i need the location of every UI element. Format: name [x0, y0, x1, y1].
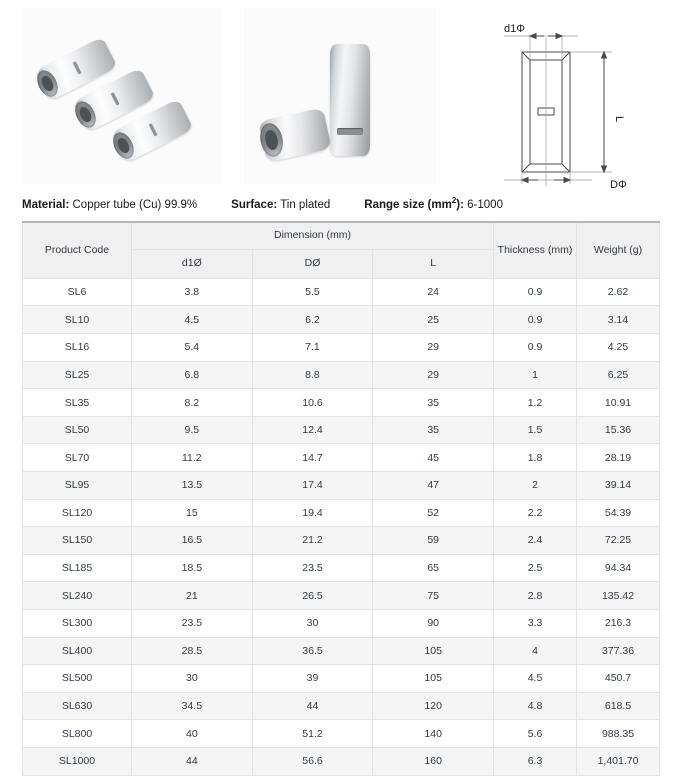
cell-d1: 3.8 — [132, 278, 253, 306]
cell-d1: 28.5 — [132, 637, 253, 665]
cell-weight: 15.36 — [577, 416, 660, 444]
cell-l: 90 — [373, 609, 494, 637]
cell-thickness: 1.2 — [494, 389, 577, 417]
cell-thickness: 3.3 — [494, 609, 577, 637]
table-row — [23, 637, 660, 665]
cell-d: 10.6 — [252, 389, 373, 417]
cell-product-code: SL150 — [23, 527, 132, 555]
cell-weight: 3.14 — [577, 306, 660, 334]
spec-summary-line — [0, 192, 682, 221]
cell-thickness: 2.2 — [494, 499, 577, 527]
cell-d1: 21 — [132, 582, 253, 610]
cell-d: 21.2 — [252, 527, 373, 555]
cell-d: 8.8 — [252, 361, 373, 389]
cell-thickness: 0.9 — [494, 334, 577, 362]
column-header-l: L — [373, 249, 494, 278]
cell-l: 52 — [373, 499, 494, 527]
cell-weight: 39.14 — [577, 471, 660, 499]
cell-d: 23.5 — [252, 554, 373, 582]
technical-drawing — [460, 8, 670, 188]
cell-weight: 10.91 — [577, 389, 660, 417]
cell-product-code: SL10 — [23, 306, 132, 334]
cell-weight: 4.25 — [577, 334, 660, 362]
cell-thickness: 1.5 — [494, 416, 577, 444]
cell-l: 29 — [373, 361, 494, 389]
cell-product-code: SL120 — [23, 499, 132, 527]
cell-d: 14.7 — [252, 444, 373, 472]
connector-bore — [109, 129, 138, 162]
cell-weight: 6.25 — [577, 361, 660, 389]
column-header-thickness: Thickness (mm) — [494, 222, 577, 279]
table-header — [23, 222, 660, 279]
product-photo-two-connectors — [244, 8, 436, 184]
cell-thickness: 4.8 — [494, 692, 577, 720]
cell-l: 120 — [373, 692, 494, 720]
cell-thickness: 1 — [494, 361, 577, 389]
cell-weight: 1,401.70 — [577, 747, 660, 775]
spec-surface — [231, 199, 330, 211]
column-header-d: DØ — [252, 249, 373, 278]
spec-surface-key: Surface: — [231, 198, 278, 211]
cell-l: 24 — [373, 278, 494, 306]
spec-range-size-key: Range size $(mm^2)$: — [364, 196, 464, 211]
cell-product-code: SL630 — [23, 692, 132, 720]
cell-product-code: SL185 — [23, 554, 132, 582]
cell-l: 25 — [373, 306, 494, 334]
cell-weight: 450.7 — [577, 665, 660, 693]
cell-thickness: 2.4 — [494, 527, 577, 555]
connector-crimp-mark — [149, 123, 158, 136]
column-header-weight: Weight (g) — [577, 222, 660, 279]
product-photo-three-connectors — [22, 8, 222, 184]
cell-product-code: SL50 — [23, 416, 132, 444]
cell-product-code: SL35 — [23, 389, 132, 417]
cell-thickness: 4 — [494, 637, 577, 665]
table-row — [23, 389, 660, 417]
cell-thickness: 2.8 — [494, 582, 577, 610]
table-row — [23, 582, 660, 610]
cell-d1: 44 — [132, 747, 253, 775]
cell-d1: 30 — [132, 665, 253, 693]
table-row — [23, 747, 660, 775]
table-row — [23, 444, 660, 472]
cell-d1: 11.2 — [132, 444, 253, 472]
column-header-dimension-group: Dimension (mm) — [132, 222, 494, 250]
table-row — [23, 692, 660, 720]
cell-weight: 377.36 — [577, 637, 660, 665]
cell-weight: 72.25 — [577, 527, 660, 555]
cell-d: 44 — [252, 692, 373, 720]
cell-l: 35 — [373, 416, 494, 444]
cell-product-code: SL95 — [23, 471, 132, 499]
spec-material — [22, 199, 197, 211]
specification-table-wrapper — [0, 221, 682, 776]
connector-crimp-mark — [73, 61, 82, 74]
cell-d: 39 — [252, 665, 373, 693]
table-row — [23, 416, 660, 444]
label-length: L — [613, 116, 625, 123]
connector-crimp-mark — [337, 128, 363, 135]
cell-d1: 5.4 — [132, 334, 253, 362]
cell-d: 7.1 — [252, 334, 373, 362]
table-row — [23, 499, 660, 527]
spec-material-key: Material: — [22, 198, 70, 211]
cell-l: 47 — [373, 471, 494, 499]
table-row — [23, 334, 660, 362]
cell-weight: 28.19 — [577, 444, 660, 472]
table-row — [23, 720, 660, 748]
cell-product-code: SL300 — [23, 609, 132, 637]
connector-body — [258, 108, 331, 163]
connector-bore — [71, 98, 100, 131]
cell-thickness: 6.3 — [494, 747, 577, 775]
cell-weight: 216.3 — [577, 609, 660, 637]
cell-weight: 988.35 — [577, 720, 660, 748]
cell-l: 35 — [373, 389, 494, 417]
table-row — [23, 361, 660, 389]
cell-weight: 2.62 — [577, 278, 660, 306]
cell-d: 5.5 — [252, 278, 373, 306]
media-row — [0, 0, 682, 192]
cell-product-code: SL800 — [23, 720, 132, 748]
cell-d: 56.6 — [252, 747, 373, 775]
label-inner-diameter: d1Φ — [504, 23, 526, 35]
cell-d1: 6.8 — [132, 361, 253, 389]
table-header-row-primary — [23, 222, 660, 250]
cell-product-code: SL1000 — [23, 747, 132, 775]
cell-l: 75 — [373, 582, 494, 610]
cell-l: 105 — [373, 637, 494, 665]
cell-weight: 94.34 — [577, 554, 660, 582]
cell-d1: 8.2 — [132, 389, 253, 417]
table-row — [23, 471, 660, 499]
label-outer-diameter: DΦ — [610, 179, 627, 188]
cell-d1: 34.5 — [132, 692, 253, 720]
cell-d1: 4.5 — [132, 306, 253, 334]
cell-d: 19.4 — [252, 499, 373, 527]
cell-d1: 16.5 — [132, 527, 253, 555]
cell-product-code: SL6 — [23, 278, 132, 306]
cell-d: 17.4 — [252, 471, 373, 499]
cell-l: 160 — [373, 747, 494, 775]
spec-material-value: Copper tube (Cu) 99.9% — [72, 198, 198, 211]
cell-l: 140 — [373, 720, 494, 748]
connector-body — [330, 44, 370, 156]
cell-d1: 18.5 — [132, 554, 253, 582]
cell-d: 12.4 — [252, 416, 373, 444]
table-row — [23, 278, 660, 306]
cell-d: 30 — [252, 609, 373, 637]
table-row — [23, 527, 660, 555]
cell-thickness: 0.9 — [494, 278, 577, 306]
cell-thickness: 2 — [494, 471, 577, 499]
cell-product-code: SL70 — [23, 444, 132, 472]
spec-range-size — [364, 196, 503, 211]
cell-product-code: SL400 — [23, 637, 132, 665]
cell-d1: 40 — [132, 720, 253, 748]
cell-thickness: 0.9 — [494, 306, 577, 334]
connector-bore — [257, 121, 286, 159]
cell-thickness: 1.8 — [494, 444, 577, 472]
cell-thickness: 2.5 — [494, 554, 577, 582]
spec-range-size-superscript: 2 — [451, 196, 457, 205]
table-row — [23, 665, 660, 693]
cell-l: 29 — [373, 334, 494, 362]
specification-table — [22, 221, 660, 776]
table-body — [23, 278, 660, 775]
cell-l: 65 — [373, 554, 494, 582]
cell-thickness: 4.5 — [494, 665, 577, 693]
table-row — [23, 609, 660, 637]
cell-l: 45 — [373, 444, 494, 472]
cell-d: 36.5 — [252, 637, 373, 665]
cell-l: 59 — [373, 527, 494, 555]
cell-product-code: SL16 — [23, 334, 132, 362]
table-row — [23, 554, 660, 582]
table-row — [23, 306, 660, 334]
cell-d1: 15 — [132, 499, 253, 527]
cell-d1: 13.5 — [132, 471, 253, 499]
cell-product-code: SL240 — [23, 582, 132, 610]
cell-d: 6.2 — [252, 306, 373, 334]
cell-weight: 135.42 — [577, 582, 660, 610]
cell-d1: 9.5 — [132, 416, 253, 444]
cell-d: 51.2 — [252, 720, 373, 748]
cell-product-code: SL25 — [23, 361, 132, 389]
cell-weight: 618.5 — [577, 692, 660, 720]
cell-weight: 54.39 — [577, 499, 660, 527]
column-header-product-code: Product Code — [23, 222, 132, 279]
spec-surface-value: Tin plated — [280, 198, 331, 211]
column-header-d1: d1Ø — [132, 249, 253, 278]
connector-crimp-mark — [111, 92, 120, 105]
cell-l: 105 — [373, 665, 494, 693]
cell-d: 26.5 — [252, 582, 373, 610]
cell-d1: 23.5 — [132, 609, 253, 637]
spec-range-size-value: 6-1000 — [467, 198, 503, 211]
cell-thickness: 5.6 — [494, 720, 577, 748]
cell-product-code: SL500 — [23, 665, 132, 693]
connector-bore — [33, 67, 62, 100]
